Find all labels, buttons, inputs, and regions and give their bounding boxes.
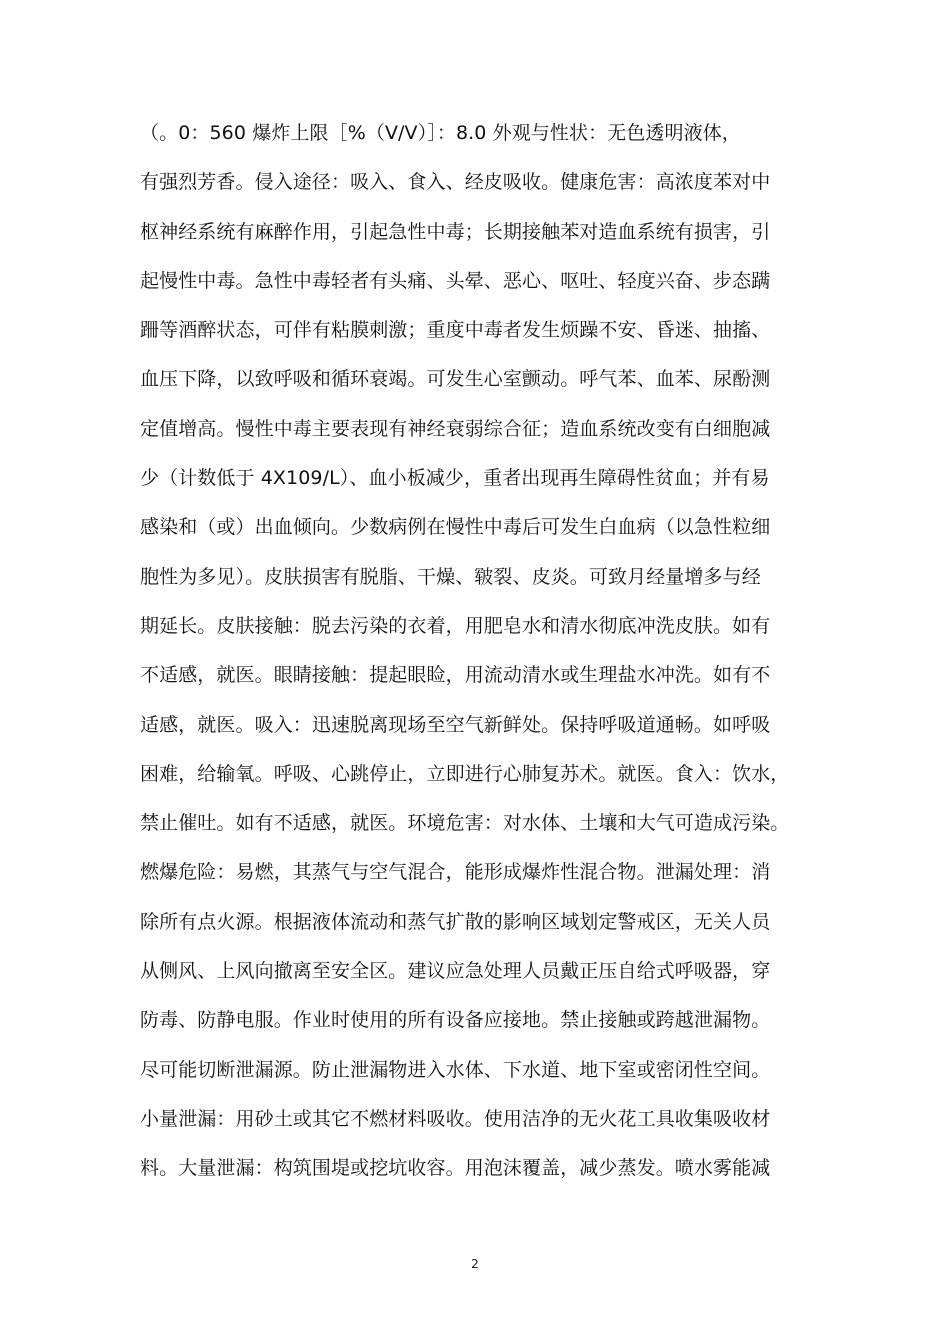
- text-line: 感染和（或）出血倾向。少数病例在慢性中毒后可发生白血病（以急性粒细: [140, 516, 771, 539]
- text-line: 除所有点火源。根据液体流动和蒸气扩散的影响区域划定警戒区，无关人员: [140, 910, 771, 933]
- body-text: [140, 109, 830, 1194]
- text-line: 不适感，就医。眼睛接触：提起眼睑，用流动清水或生理盐水冲洗。如有不: [140, 664, 771, 687]
- text-line: 有强烈芳香。侵入途径：吸入、食入、经皮吸收。健康危害：高浓度苯对中: [140, 171, 771, 194]
- text-line: 小量泄漏：用砂土或其它不燃材料吸收。使用洁净的无火花工具收集吸收材: [140, 1107, 771, 1130]
- text-line: （。0：560 爆炸上限［%（V/V）］：8.0 外观与性状：无色透明液体，: [140, 122, 741, 144]
- text-line: 少（计数低于 4X109/L）、血小板减少，重者出现再生障碍性贫血；并有易: [140, 467, 770, 490]
- text-line: 防毒、防静电服。作业时使用的所有设备应接地。禁止接触或跨越泄漏物。: [140, 1009, 771, 1032]
- text-line: 从侧风、上风向撤离至安全区。建议应急处理人员戴正压自给式呼吸器，穿: [140, 960, 771, 983]
- text-line: 料。大量泄漏：构筑围堤或挖坑收容。用泡沫覆盖，减少蒸发。喷水雾能减: [140, 1157, 771, 1180]
- text-line: 定值增高。慢性中毒主要表现有神经衰弱综合征；造血系统改变有白细胞减: [140, 417, 771, 440]
- text-line: 禁止催吐。如有不适感，就医。环境危害：对水体、土壤和大气可造成污染。: [140, 812, 790, 835]
- text-line: 枢神经系统有麻醉作用，引起急性中毒；长期接触苯对造血系统有损害，引: [140, 220, 771, 243]
- text-line: 适感，就医。吸入：迅速脱离现场至空气新鲜处。保持呼吸道通畅。如呼吸: [140, 713, 771, 736]
- text-line: 胞性为多见）。皮肤损害有脱脂、干燥、皲裂、皮炎。可致月经量增多与经: [140, 565, 761, 588]
- text-line: 燃爆危险：易燃，其蒸气与空气混合，能形成爆炸性混合物。泄漏处理：消: [140, 861, 771, 884]
- text-line: 期延长。皮肤接触：脱去污染的衣着，用肥皂水和清水彻底冲洗皮肤。如有: [140, 614, 771, 637]
- text-line: 尽可能切断泄漏源。防止泄漏物进入水体、下水道、地下室或密闭性空间。: [140, 1058, 771, 1081]
- text-line: 跚等酒醉状态，可伴有粘膜刺激；重度中毒者发生烦躁不安、昏迷、抽搐、: [140, 319, 771, 342]
- text-line: 起慢性中毒。急性中毒轻者有头痛、头晕、恶心、呕吐、轻度兴奋、步态蹒: [140, 269, 771, 292]
- text-line: 困难，给输氧。呼吸、心跳停止，立即进行心肺复苏术。就医。食入：饮水，: [140, 762, 790, 785]
- page-number: 2: [471, 1257, 479, 1271]
- text-line: 血压下降，以致呼吸和循环衰竭。可发生心室颤动。呼气苯、血苯、尿酚测: [140, 368, 771, 391]
